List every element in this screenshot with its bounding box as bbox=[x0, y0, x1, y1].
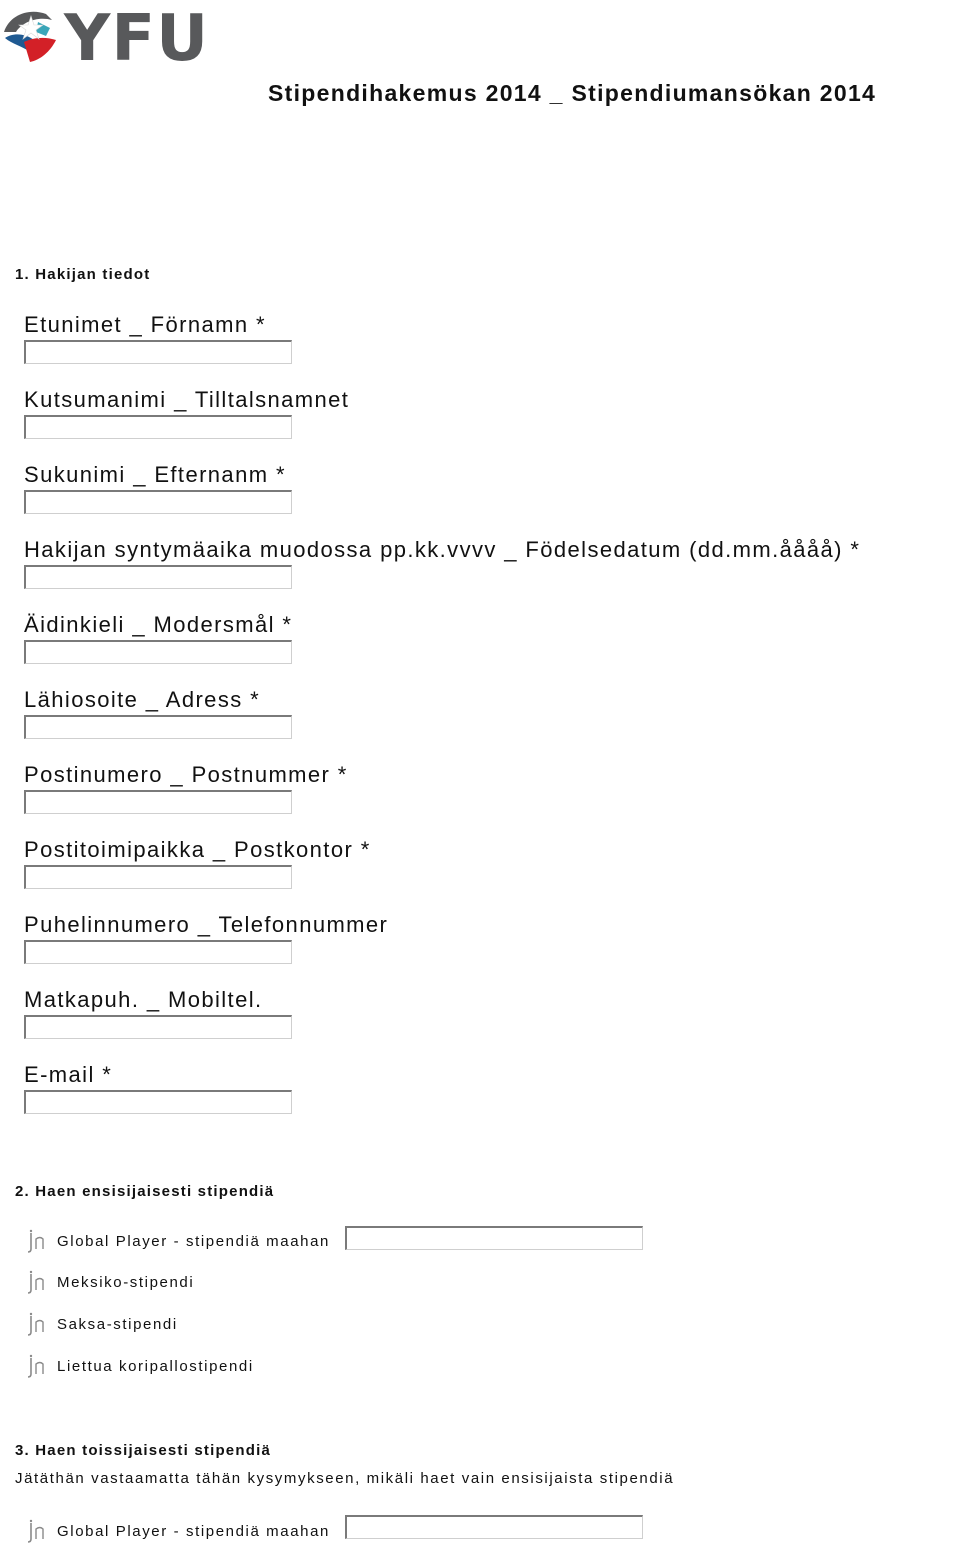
global-player-country-input[interactable] bbox=[345, 1226, 643, 1250]
postal-code-input[interactable] bbox=[24, 790, 292, 814]
mobile-input[interactable] bbox=[24, 1015, 292, 1039]
birthdate-label: Hakijan syntymäaika muodossa pp.kk.vvvv _ Födelsedatum (dd.mm.åååå) * bbox=[24, 537, 861, 562]
mother-tongue-label: Äidinkieli _ Modersmål * bbox=[24, 612, 293, 637]
option-label: Global Player - stipendiä maahan bbox=[57, 1232, 330, 1250]
section-1-heading: 1. Hakijan tiedot bbox=[15, 266, 151, 283]
phone-input[interactable] bbox=[24, 940, 292, 964]
secondary-option-global-player[interactable] bbox=[24, 1518, 330, 1544]
primary-option-germany[interactable] bbox=[24, 1311, 178, 1337]
section-3-heading: 3. Haen toissijaisesti stipendiä bbox=[15, 1442, 271, 1459]
city-label: Postitoimipaikka _ Postkontor * bbox=[24, 837, 371, 862]
email-input[interactable] bbox=[24, 1090, 292, 1114]
option-label: Liettua koripallostipendi bbox=[57, 1357, 254, 1375]
radio-icon[interactable] bbox=[24, 1270, 46, 1294]
birthdate-input[interactable] bbox=[24, 565, 292, 589]
first-name-label: Etunimet _ Förnamn * bbox=[24, 312, 266, 337]
option-label: Meksiko-stipendi bbox=[57, 1273, 195, 1291]
option-label: Global Player - stipendiä maahan bbox=[57, 1522, 330, 1540]
last-name-input[interactable] bbox=[24, 490, 292, 514]
mobile-label: Matkapuh. _ Mobiltel. bbox=[24, 987, 263, 1012]
postal-code-label: Postinumero _ Postnummer * bbox=[24, 762, 348, 787]
mother-tongue-input[interactable] bbox=[24, 640, 292, 664]
yfu-logo bbox=[0, 2, 232, 66]
option-label: Saksa-stipendi bbox=[57, 1315, 178, 1333]
secondary-global-player-country-input[interactable] bbox=[345, 1515, 643, 1539]
address-label: Lähiosoite _ Adress * bbox=[24, 687, 261, 712]
city-input[interactable] bbox=[24, 865, 292, 889]
first-name-input[interactable] bbox=[24, 340, 292, 364]
radio-icon[interactable] bbox=[24, 1354, 46, 1378]
address-input[interactable] bbox=[24, 715, 292, 739]
primary-option-mexico[interactable] bbox=[24, 1269, 194, 1295]
logo-text: YFU bbox=[64, 2, 210, 66]
radio-icon[interactable] bbox=[24, 1312, 46, 1336]
radio-icon[interactable] bbox=[24, 1519, 46, 1543]
nickname-input[interactable] bbox=[24, 415, 292, 439]
phone-label: Puhelinnumero _ Telefonnummer bbox=[24, 912, 389, 937]
last-name-label: Sukunimi _ Efternanm * bbox=[24, 462, 286, 487]
nickname-label: Kutsumanimi _ Tilltalsnamnet bbox=[24, 387, 350, 412]
section-2-heading: 2. Haen ensisijaisesti stipendiä bbox=[15, 1183, 275, 1200]
radio-icon[interactable] bbox=[24, 1229, 46, 1253]
section-3-note: Jätäthän vastaamatta tähän kysymykseen, mikäli haet vain ensisijaista stipendiä bbox=[15, 1470, 675, 1487]
primary-option-lithuania[interactable] bbox=[24, 1353, 254, 1379]
page-title: Stipendihakemus 2014 _ Stipendiumansökan 2014 bbox=[268, 80, 877, 106]
email-label: E-mail * bbox=[24, 1062, 113, 1087]
primary-option-global-player[interactable] bbox=[24, 1228, 330, 1254]
logo-globe-icon bbox=[3, 7, 59, 63]
